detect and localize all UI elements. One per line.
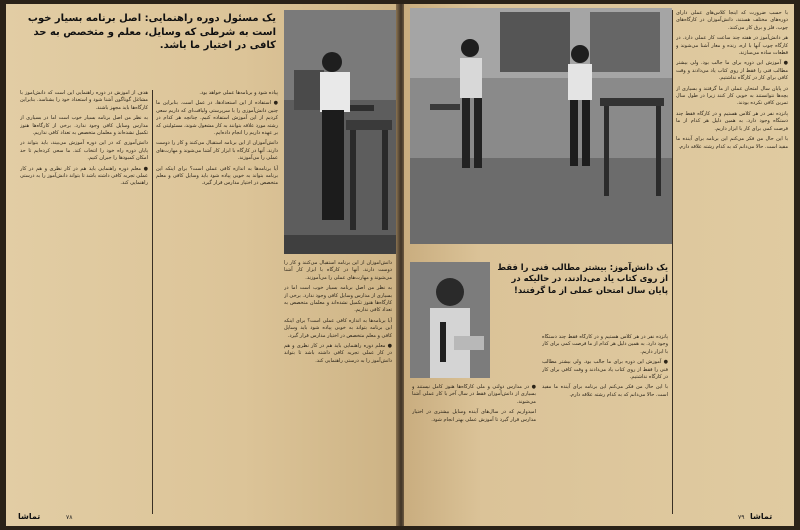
paragraph: ● معلم دوره راهنمایی باید هم در کار نظری و هم در کار عملی تجربه کافی داشته باشد تا بتواند دانش‌آموز را به درستی راهنمایی کند.: [20, 165, 148, 187]
paragraph: آیا برنامه‌ها به اندازه کافی عملی است؟ برای اینکه این برنامه بتواند به خوبی پیاده شود باید وسایل کافی و معلم متخصص در اختیار مدارس قرار گیرد.: [156, 165, 278, 187]
student-portrait-photo: [410, 262, 490, 378]
paragraph: آیا برنامه‌ها به اندازه کافی عملی است؟ برای اینکه این برنامه بتواند به خوبی پیاده شود باید وسایل کافی و معلم متخصص در اختیار مدارس قرار گیرد.: [284, 317, 392, 339]
paragraph: ● معلم دوره راهنمایی باید هم در کار نظری و هم در کار عملی تجربه کافی داشته باشد تا بتواند دانش‌آموز را به درستی راهنمایی کند.: [284, 343, 392, 364]
left-page-magazine-logo: تماشا: [18, 512, 41, 521]
paragraph: ● در مدارس دولتی و ملی کارگاه‌ها هنوز کامل نیستند و بسیاری از دانش‌آموزان فقط در سال آخر با کار عملی آشنا می‌شوند.: [412, 384, 536, 405]
paragraph: هدف از آموزش در دوره راهنمایی این است که دانش‌آموز با مشاغل گوناگون آشنا شود و استعداد خود را بشناسد. بنابراین کارگاه‌ها باید مجهز باشند.: [20, 90, 148, 111]
workshop-photo-drawing: [410, 8, 672, 244]
student-photo-drawing: [410, 262, 490, 378]
right-page: [404, 4, 794, 526]
paragraph: امیدواریم که در سال‌های آینده وسایل بیشتری در اختیار مدارس قرار گیرد تا آموزش عملی بهتر انجام شود.: [412, 409, 536, 423]
paragraph: دانش‌آموزان از این برنامه استقبال می‌کنند و کار را دوست دارند. آنها در کارگاه با ابزار کار آشنا می‌شوند و مهارت‌های عملی را می‌آموزند.: [284, 260, 392, 281]
paragraph: ● استفاده از این استعدادها، در عمل است. بنابراین ما چنین دانش‌آموزی را با سرپرستی ولیاقت‌ای که داریم سعی کردیم از این آموزش استفاده کنیم. چنانچه هر کدام در رشته مورد علاقه بتوانند به کار مشغول شوند، مسئولیتی که بر عهده داریم را انجام داده‌ایم.: [156, 100, 278, 137]
workshop-photo-drawing: [284, 10, 396, 254]
right-page-number: ۷۹: [738, 514, 745, 521]
paragraph: به نظر من اصل برنامه بسیار خوب است اما در بسیاری از مدارس وسایل کافی وجود ندارد. برخی از کارگاه‌ها هنوز تکمیل نشده‌اند و معلمان متخصص به تعداد کافی نداریم.: [20, 115, 148, 137]
paragraph: با حسب ضرورت که اینجا کلاس‌های عملی دارای دوره‌های مختلف هستند، دانش‌آموزان در کارگاه‌های چوب، فلز و برق کار می‌کنند.: [676, 10, 788, 31]
left-page-column-1: [156, 90, 278, 514]
paragraph: به نظر من اصل برنامه بسیار خوب است اما در بسیاری از مدارس وسایل کافی وجود ندارد. برخی از کارگاه‌ها هنوز تکمیل نشده‌اند و معلمان متخصص به تعداد کافی نداریم.: [284, 285, 392, 314]
paragraph: پیاده شود و برنامه‌ها عملی خواهد بود.: [199, 90, 278, 96]
left-page-number: ۷۸: [66, 514, 73, 521]
right-page-magazine-logo: تماشا: [750, 512, 773, 521]
left-page-workshop-photo: [284, 10, 396, 254]
paragraph: با این حال من فکر می‌کنم این برنامه برای آینده ما مفید است. حالا می‌دانم که به کدام رشته علاقه دارم.: [676, 136, 788, 150]
column-divider: [152, 90, 153, 514]
right-page-headline: یک دانش‌آموز: بیشتر مطالب فنی را فقط از روی کتاب یاد می‌دادند، در حالیکه در پایان سال امتحان عملی از ما گرفتند!: [497, 262, 668, 295]
left-page-headline: یک مسئول دوره راهنمایی: اصل برنامه بسیار خوب است به شرطی که وسایل، معلم و متخصص به حد کافی در اختیار ما باشد.: [27, 13, 276, 51]
paragraph: هر دانش‌آموز در هفته چند ساعت کار عملی دارد. در کارگاه چوب آنها با اره، رنده و مغار آشنا می‌شوند و قطعات ساده می‌سازند.: [676, 35, 788, 57]
right-page-workshop-photo: [410, 8, 672, 244]
paragraph: پانزده نفر در هر کلاس هستیم و در کارگاه فقط چند دستگاه وجود دارد. به همین دلیل هر کدام از ما فرصت کمی برای کار با ابزار داریم.: [676, 110, 788, 132]
column-divider: [672, 10, 673, 514]
left-page-column-2: [20, 90, 148, 514]
paragraph: دانش‌آموزی که در این دوره آموزش می‌بیند، باید بتواند در پایان دوره راه خود را انتخاب کند. ما سعی کرده‌ایم تا حد امکان کمبودها را جبران کنیم.: [20, 140, 148, 162]
paragraph: دانش‌آموزان از این برنامه استقبال می‌کنند و کار را دوست دارند. آنها در کارگاه با ابزار کار آشنا می‌شوند و مهارت‌های عملی را می‌آموزند.: [156, 140, 278, 162]
paragraph: ● آموزش این دوره برای ما جالب بود. ولی بیشتر مطالب فنی را فقط از روی کتاب یاد می‌دادند و وقت کافی برای کار در کارگاه نداشتیم.: [542, 359, 668, 381]
right-page-column-2: [412, 384, 536, 514]
right-page-column-3: [542, 334, 668, 514]
magazine-spread: [6, 4, 794, 526]
paragraph: پانزده نفر در هر کلاس هستیم و در کارگاه فقط چند دستگاه وجود دارد. به همین دلیل هر کدام از ما فرصت کمی برای کار با ابزار داریم.: [542, 334, 668, 355]
left-page: [6, 4, 398, 526]
left-page-column-3: [284, 260, 392, 514]
paragraph: با این حال من فکر می‌کنم این برنامه برای آینده ما مفید است. حالا می‌دانم که به کدام رشته علاقه دارم.: [542, 384, 668, 398]
paragraph: ● آموزش این دوره برای ما جالب بود. ولی بیشتر مطالب فنی را فقط از روی کتاب یاد می‌دادند و وقت کافی برای کار در کارگاه نداشتیم.: [676, 60, 788, 82]
right-page-column-1: [676, 10, 788, 514]
paragraph: در پایان سال امتحان عملی از ما گرفتند و بسیاری از بچه‌ها نتوانستند به خوبی کار کنند زیرا در طول سال تمرین کافی نکرده بودند.: [676, 85, 788, 107]
